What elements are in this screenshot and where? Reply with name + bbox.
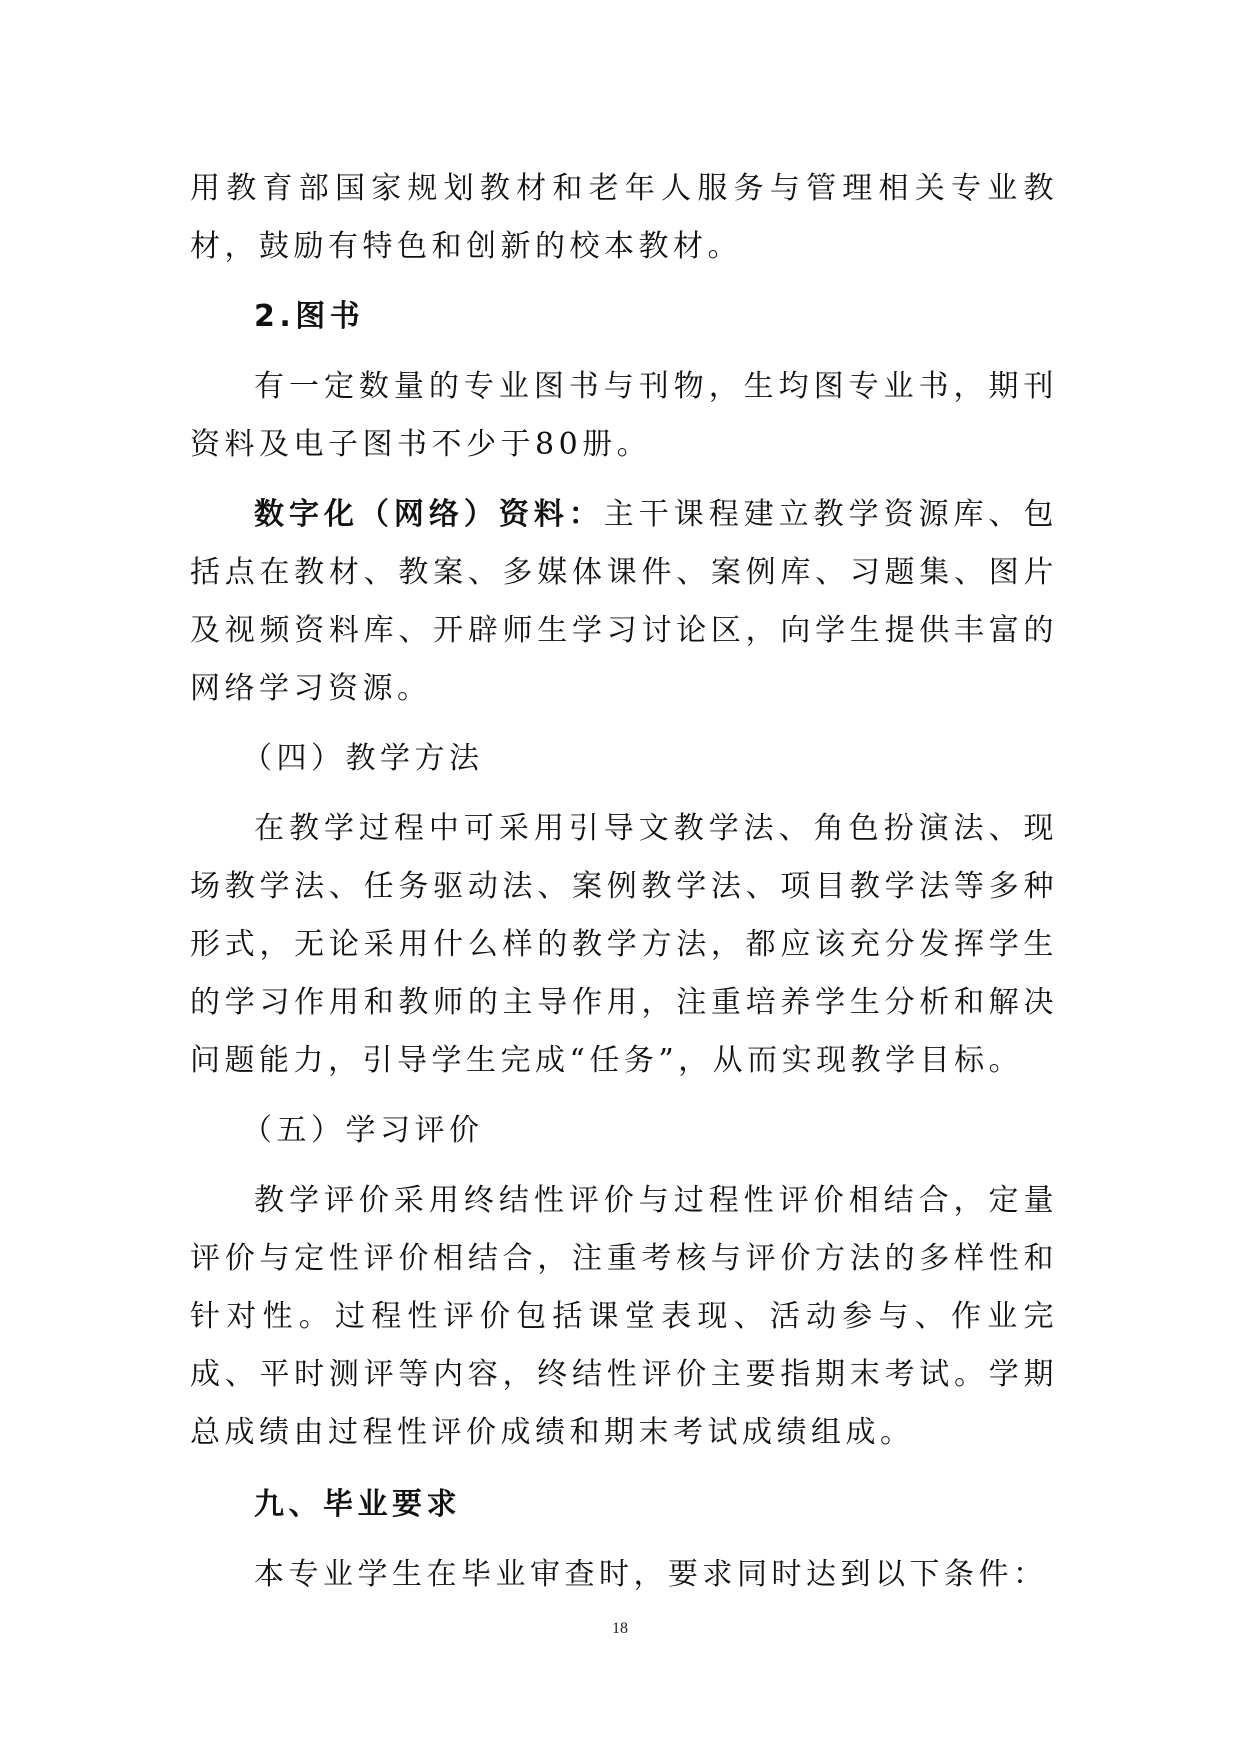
- paragraph-books: 有一定数量的专业图书与刊物，生均图专业书，期刊资料及电子图书不少于80册。: [190, 369, 1058, 462]
- paragraph-digital-resources: [190, 486, 1058, 718]
- spacer: [190, 276, 1058, 288]
- spacer: [190, 346, 1058, 358]
- heading-books: 2.图书: [254, 299, 365, 334]
- digital-resources-text: 主干课程建立教学资源库、包括点在教材、教案、多媒体课件、案例库、习题集、图片及视频资料库、开辟师生学习讨论区，向学生提供丰富的网络学习资源。: [190, 497, 1059, 706]
- paragraph-textbooks: 用教育部国家规划教材和老年人服务与管理相关专业教材，鼓励有特色和创新的校本教材。: [190, 171, 1058, 264]
- paragraph-learning-evaluation: 教学评价采用终结性评价与过程性评价相结合，定量评价与定性评价相结合，注重考核与评价方法的多样性和针对性。过程性评价包括课堂表现、活动参与、作业完成、平时测评等内容，终结性评价主要指期末考试。学期总成绩由过程性评价成绩和期末考试成绩组成。: [190, 1183, 1058, 1450]
- heading-graduation-requirements: 九、毕业要求: [254, 1487, 461, 1522]
- spacer: [190, 718, 1058, 730]
- paragraph-teaching-method: 在教学过程中可采用引导文教学法、角色扮演法、现场教学法、任务驱动法、案例教学法、项目教学法等多种形式，无论采用什么样的教学方法，都应该充分发挥学生的学习作用和教师的主导作用，注重培养学生分析和解决问题能力，引导学生完成“任务”，从而实现教学目标。: [190, 811, 1058, 1078]
- spacer: [190, 474, 1058, 486]
- spacer: [190, 1090, 1058, 1102]
- spacer: [190, 1462, 1058, 1476]
- heading-teaching-method: （四）教学方法: [242, 741, 484, 776]
- heading-learning-evaluation: （五）学习评价: [242, 1113, 484, 1148]
- paragraph-graduation-requirements: 本专业学生在毕业审查时，要求同时达到以下条件：: [254, 1557, 1048, 1592]
- page-number: 18: [612, 1620, 628, 1637]
- digital-resources-label: 数字化（网络）资料：: [254, 497, 604, 532]
- spacer: [190, 788, 1058, 800]
- spacer: [190, 1160, 1058, 1172]
- spacer: [190, 1534, 1058, 1546]
- page-content: [190, 160, 1058, 1604]
